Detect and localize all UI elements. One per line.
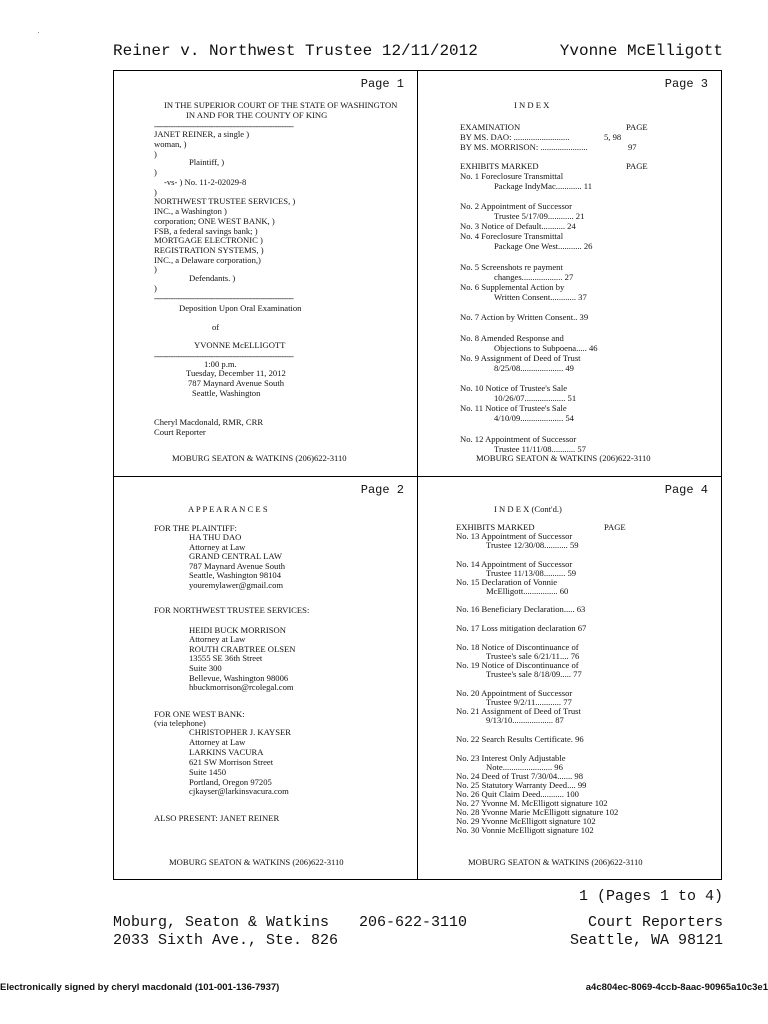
firm-role: Court Reporters (587, 914, 723, 931)
attorney-line: 621 SW Morrison Street (189, 757, 274, 767)
attorney-line: CHRISTOPHER J. KAYSER (189, 727, 291, 737)
index-heading: I N D E X (514, 100, 550, 110)
exhibit-line: No. 10 Notice of Trustee's Sale (460, 383, 568, 393)
stray-mark (38, 32, 39, 33)
exhibit-line: No. 26 Quit Claim Deed........... 100 (456, 789, 579, 799)
exhibit-line: Trustee's sale 6/21/11.... 76 (486, 651, 580, 661)
caption-line: ) (154, 283, 157, 293)
exhibit-line: No. 21 Assignment of Deed of Trust (456, 706, 581, 716)
exhibit-line: Package One West........... 26 (494, 241, 593, 251)
index-line: EXHIBITS MARKED (460, 161, 539, 171)
exhibit-line: No. 18 Notice of Discontinuance of (456, 642, 579, 652)
reporting-firm: Moburg, Seaton & Watkins (113, 914, 330, 931)
caption-line: INC., a Delaware corporation,) (154, 255, 261, 265)
exhibit-line: Written Consent............ 37 (494, 292, 587, 302)
exhibit-line: No. 30 Vonnie McElligott signature 102 (456, 825, 594, 835)
exhibit-line: No. 19 Notice of Discontinuance of (456, 660, 579, 670)
exhibit-line: No. 13 Appointment of Successor (456, 531, 573, 541)
party-heading: FOR NORTHWEST TRUSTEE SERVICES: (154, 605, 310, 615)
court-line: IN AND FOR THE COUNTY OF KING (186, 110, 328, 120)
transcript-frame (113, 70, 722, 880)
attorney-line: HEIDI BUCK MORRISON (189, 625, 286, 635)
also-present: ALSO PRESENT: JANET REINER (154, 813, 280, 823)
attorney-line: Bellevue, Washington 98006 (189, 673, 289, 683)
deposition-location: Seattle, Washington (192, 388, 261, 398)
caption-line: REGISTRATION SYSTEMS, ) (154, 245, 264, 255)
document-hash: a4c804ec-8069-4ccb-8aac-90965a10c3e1 (585, 982, 768, 993)
attorney-line: 13555 SE 36th Street (189, 653, 263, 663)
index-line: EXHIBITS MARKED (456, 522, 535, 532)
exhibit-line: Trustee's sale 8/18/09..... 77 (486, 669, 582, 679)
page-number: Page 4 (664, 483, 708, 497)
firm-phone: 206-622-3110 (359, 914, 468, 931)
page-number: Page 2 (360, 483, 404, 497)
exhibit-line: 8/25/08.................... 49 (494, 363, 574, 373)
index-line: PAGE (626, 161, 648, 171)
attorney-email: cjkayser@larkinsvacura.com (189, 786, 289, 796)
exhibit-line: No. 2 Appointment of Successor (460, 201, 572, 211)
index-line: PAGE (604, 522, 626, 532)
exhibit-line: No. 1 Foreclosure Transmittal (460, 171, 564, 181)
exhibit-line: Trustee 9/2/11............ 77 (486, 697, 572, 707)
caption-line: corporation; ONE WEST BANK, ) (154, 216, 275, 226)
exhibit-line: Objections to Subpoena..... 46 (494, 343, 598, 353)
exhibit-line: Trustee 12/30/08........... 59 (486, 540, 579, 550)
index-line: BY MS. MORRISON: ...................... (460, 142, 588, 152)
exhibit-line: No. 14 Appointment of Successor (456, 559, 573, 569)
caption-line: -vs- ) No. 11-2-02029-8 (164, 177, 247, 187)
firm-footer: MOBURG SEATON & WATKINS (206)622-3110 (468, 857, 643, 867)
exhibit-line: 9/13/10................... 87 (486, 715, 564, 725)
case-title: Reiner v. Northwest Trustee 12/11/2012 (113, 42, 478, 60)
party-heading: FOR ONE WEST BANK: (154, 709, 245, 719)
attorney-line: Attorney at Law (189, 634, 246, 644)
page-header (113, 42, 723, 64)
exhibit-line: Package IndyMac............ 11 (494, 181, 593, 191)
index-line: BY MS. DAO: .......................... (460, 132, 570, 142)
caption-line: NORTHWEST TRUSTEE SERVICES, ) (154, 196, 296, 206)
transcript-page-3 (418, 71, 720, 475)
firm-footer: MOBURG SEATON & WATKINS (206)622-3110 (172, 453, 347, 463)
attorney-line: Suite 300 (189, 663, 222, 673)
attorney-line: HA THU DAO (189, 532, 242, 542)
index-heading: I N D E X (Cont'd.) (494, 504, 562, 514)
court-line: IN THE SUPERIOR COURT OF THE STATE OF WASHINGTON (164, 100, 398, 110)
reporter-title: Court Reporter (154, 427, 206, 437)
exhibit-line: McElligott................ 60 (486, 586, 569, 596)
index-line: EXAMINATION (460, 122, 521, 132)
exhibit-line: Trustee 5/17/09............ 21 (494, 211, 585, 221)
attorney-line: Portland, Oregon 97205 (189, 777, 272, 787)
exhibit-line: No. 6 Supplemental Action by (460, 282, 565, 292)
caption-line: ) (154, 167, 157, 177)
transcript-page-4 (418, 477, 720, 881)
exhibit-line: No. 3 Notice of Default........... 24 (460, 221, 576, 231)
caption-line: woman, ) (154, 139, 187, 149)
caption-line: Plaintiff, ) (189, 157, 225, 167)
caption-line: FSB, a federal savings bank; ) (154, 226, 258, 236)
deposition-title: of (212, 322, 220, 332)
exhibit-line: No. 12 Appointment of Successor (460, 434, 577, 444)
exhibit-line: No. 5 Screenshots re payment (460, 262, 563, 272)
caption-line: ) (154, 187, 157, 197)
pages-summary: 1 (Pages 1 to 4) (578, 888, 723, 905)
divider-line: ----------------------------------------------------------- (154, 293, 294, 303)
exhibit-line: Trustee 11/11/08........... 57 (494, 444, 586, 454)
firm-footer: MOBURG SEATON & WATKINS (206)622-3110 (476, 453, 651, 463)
exhibit-line: No. 27 Yvonne M. McElligott signature 102 (456, 798, 608, 808)
exhibit-line: 10/26/07................... 51 (494, 393, 577, 403)
exhibit-line: No. 24 Deed of Trust 7/30/04....... 98 (456, 771, 584, 781)
caption-line: Defendants. ) (189, 273, 236, 283)
attorney-email: youremylawer@gmail.com (189, 580, 284, 590)
exhibit-line: No. 20 Appointment of Successor (456, 688, 573, 698)
index-line: PAGE (626, 122, 648, 132)
divider-line: ----------------------------------------------------------- (154, 121, 294, 131)
party-note: (via telephone) (154, 718, 206, 728)
attorney-line: ROUTH CRABTREE OLSEN (189, 644, 296, 654)
deposition-time: 1:00 p.m. (204, 359, 237, 369)
appearances-heading: A P P E A R A N C E S (188, 504, 268, 514)
exhibit-line: No. 22 Search Results Certificate. 96 (456, 734, 584, 744)
attorney-line: Suite 1450 (189, 767, 227, 777)
exhibit-line: No. 11 Notice of Trustee's Sale (460, 403, 567, 413)
exhibit-line: No. 8 Amended Response and (460, 333, 564, 343)
deposition-title: Deposition Upon Oral Examination (179, 303, 302, 313)
caption-line: JANET REINER, a single ) (154, 129, 250, 139)
exhibit-line: No. 28 Yvonne Marie McElligott signature 102 (456, 807, 619, 817)
exhibit-line: No. 9 Assignment of Deed of Trust (460, 353, 581, 363)
caption-line: ) (154, 149, 157, 159)
exhibit-line: No. 17 Loss mitigation declaration 67 (456, 623, 587, 633)
exhibit-line: No. 16 Beneficiary Declaration..... 63 (456, 604, 586, 614)
attorney-line: Attorney at Law (189, 737, 246, 747)
index-page: 97 (628, 142, 637, 152)
attorney-email: hbuckmorrison@rcolegal.com (189, 682, 294, 692)
attorney-line: LARKINS VACURA (189, 747, 264, 757)
attorney-line: Attorney at Law (189, 542, 246, 552)
exhibit-line: No. 25 Statutory Warranty Deed.... 99 (456, 780, 587, 790)
firm-footer: MOBURG SEATON & WATKINS (206)622-3110 (169, 857, 344, 867)
transcript-page-2 (114, 477, 416, 881)
firm-address: 2033 Sixth Ave., Ste. 826 (113, 932, 339, 949)
witness-title: YVONNE McELLIGOTT (194, 340, 286, 350)
attorney-line: GRAND CENTRAL LAW (189, 551, 283, 561)
firm-city: Seattle, WA 98121 (569, 932, 723, 949)
caption-line: ) (154, 264, 157, 274)
page-number: Page 1 (360, 77, 404, 91)
exhibit-line: No. 7 Action by Written Consent.. 39 (460, 312, 589, 322)
deposition-date: Tuesday, December 11, 2012 (186, 368, 286, 378)
exhibit-line: 4/10/09.................... 54 (494, 413, 574, 423)
transcript-page-1 (114, 71, 416, 475)
exhibit-line: No. 23 Interest Only Adjustable (456, 753, 566, 763)
caption-line: MORTGAGE ELECTRONIC ) (154, 235, 263, 245)
page-number: Page 3 (664, 77, 708, 91)
deposition-location: 787 Maynard Avenue South (188, 378, 285, 388)
exhibit-line: Trustee 11/13/08.......... 59 (486, 568, 577, 578)
index-page: 5, 98 (604, 132, 622, 142)
attorney-line: 787 Maynard Avenue South (189, 561, 286, 571)
witness-name: Yvonne McElligott (559, 42, 723, 60)
exhibit-line: No. 4 Foreclosure Transmittal (460, 231, 564, 241)
reporter-name: Cheryl Macdonald, RMR, CRR (154, 417, 264, 427)
exhibit-line: changes................... 27 (494, 272, 574, 282)
attorney-line: Seattle, Washington 98104 (189, 570, 282, 580)
exhibit-line: Note....................... 96 (486, 762, 563, 772)
party-heading: FOR THE PLAINTIFF: (154, 523, 237, 533)
signed-by: Electronically signed by cheryl macdonald (101-001-136-7937) (0, 982, 280, 993)
divider-line: ----------------------------------------------------------- (154, 351, 294, 361)
exhibit-line: No. 15 Declaration of Vonnie (456, 577, 558, 587)
exhibit-line: No. 29 Yvonne McElligott signature 102 (456, 816, 596, 826)
caption-line: INC., a Washington ) (154, 206, 227, 216)
